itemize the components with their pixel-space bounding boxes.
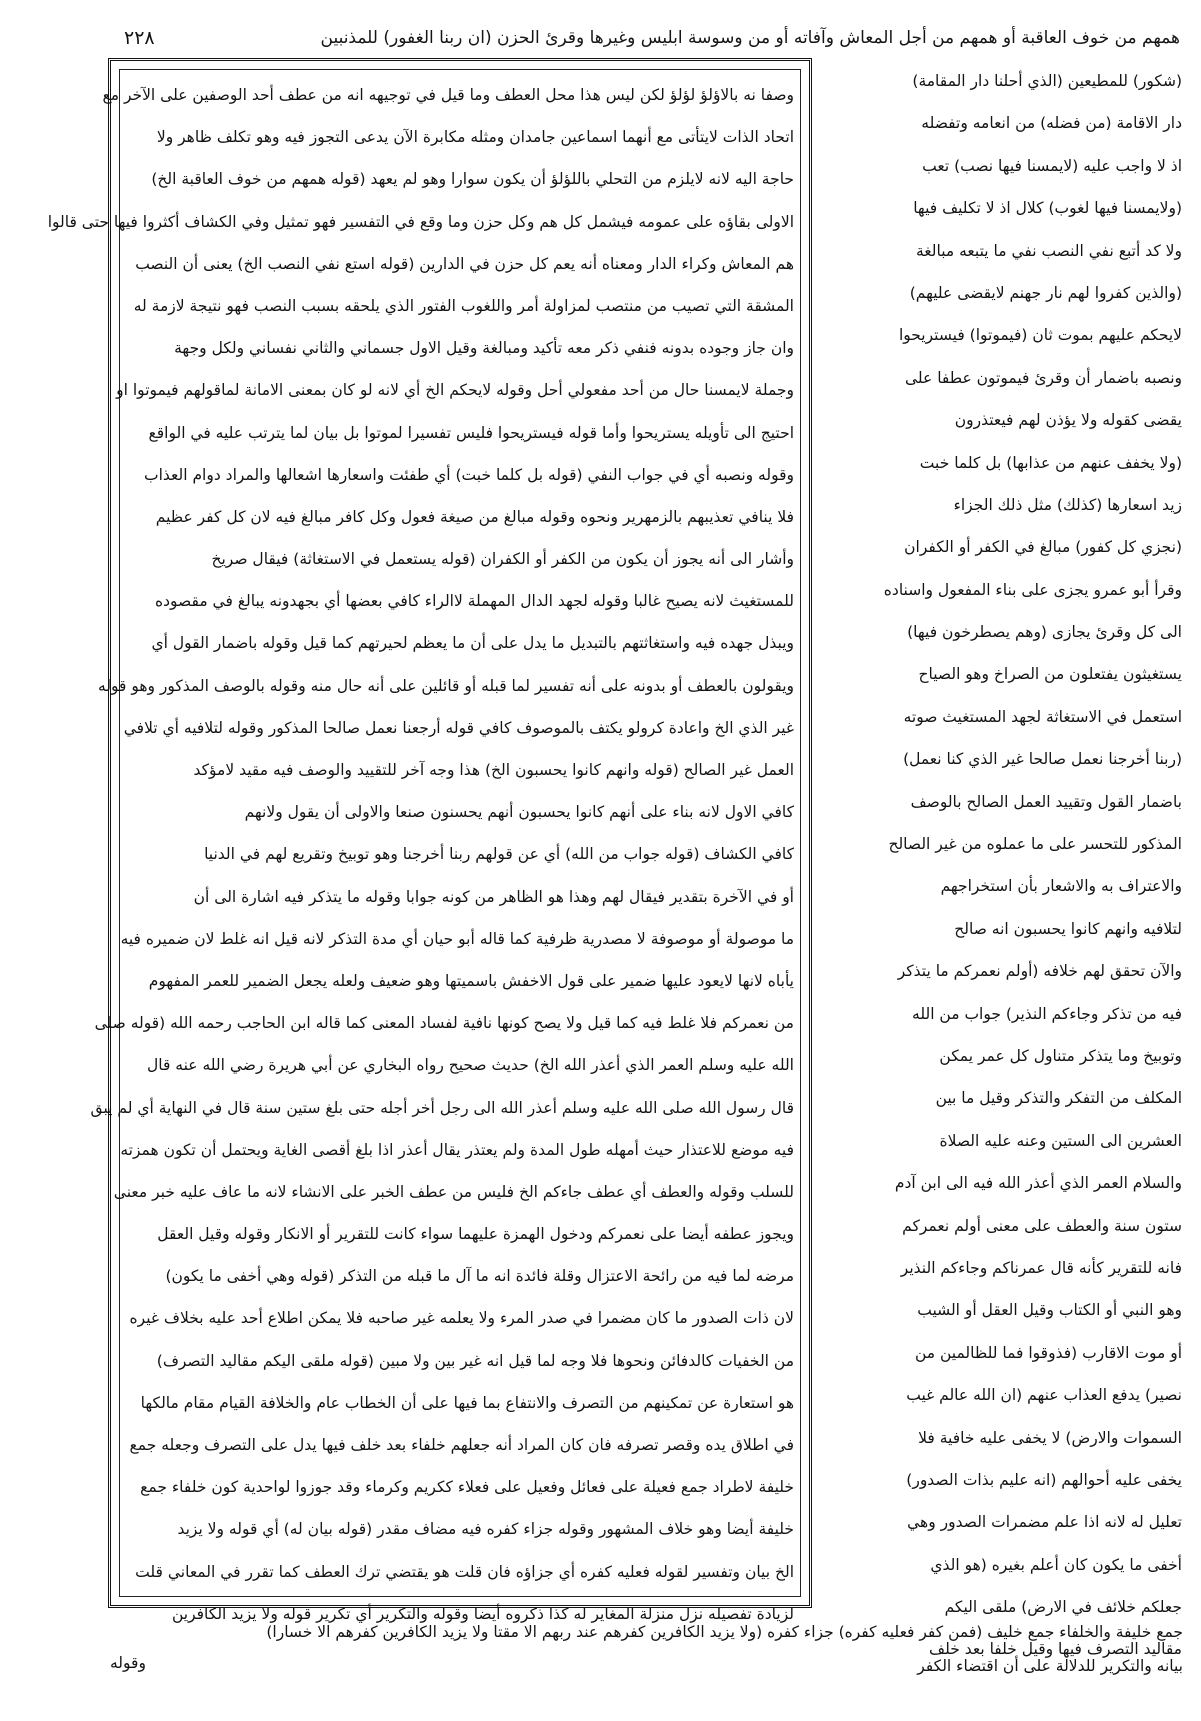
commentary-line: احتيج الى تأويله يستريحوا وأما قوله فيستريحوا فليس تفسيرا لموتوا بل بيان لما يترتب عليه في الواقع (148, 423, 794, 442)
commentary-line: قال رسول الله صلى الله عليه وسلم أعذر الله الى رجل أخر أجله حتى بلغ ستين سنة قال في النهاية أي لم يبق (90, 1098, 794, 1117)
margin-line: الى كل وقرئ يجازى (وهم يصطرخون فيها) (907, 623, 1182, 642)
margin-line: والاعتراف به والاشعار بأن استخراجهم (940, 877, 1182, 896)
margin-line: العشرين الى الستين وعنه عليه الصلاة (939, 1131, 1182, 1150)
margin-line: وتوبيخ وما يتذكر متناول كل عمر يمكن (939, 1046, 1182, 1065)
margin-line: دار الاقامة (من فضله) من انعامه وتفضله (921, 114, 1182, 133)
commentary-line: المشقة التي تصيب من منتصب لمزاولة أمر واللغوب الفتور الذي يلحقه بسبب النصب فهو نتيجة لازمة له (133, 296, 794, 315)
commentary-line: وصفا نه بالاؤلؤ لؤلؤ لكن ليس هذا محل العطف وما قيل في توجيهه انه من عطف أحد الوصفين على الآخر مع (102, 86, 794, 104)
margin-line: لايحكم عليهم بموت ثان (فيموتوا) فيستريحوا (898, 326, 1182, 345)
commentary-line: الاولى بقاؤه على عمومه فيشمل كل هم وكل حزن وما وقع في التفسير فهو تمثيل وفي الكشاف أكثروا فيها حتى قالوا (47, 212, 794, 231)
commentary-line: من الخفيات كالدفائن ونحوها فلا وجه لما قيل انه غير بين ولا مبين (قوله ملقى اليكم مقاليد التصرف) (156, 1351, 794, 1370)
margin-line: فيه من تذكر وجاءكم النذير) جواب من الله (912, 1004, 1182, 1023)
margin-line: وهو النبي أو الكتاب وقيل العقل أو الشيب (917, 1301, 1182, 1320)
margin-line: (والذين كفروا لهم نار جهنم لايقضى عليهم) (909, 283, 1182, 302)
main-commentary-inner-border (47, 69, 801, 1623)
main-commentary-frame (47, 58, 812, 1623)
commentary-line: للسلب وقوله والعطف أي عطف جاءكم الخ فليس من عطف الخبر على الانشاء لانه ما عاف عليه خبر معنى (113, 1182, 794, 1201)
commentary-line: ويقولون بالعطف أو بدونه على أنه تفسير لما قبله أو قائلين على أنه حال منه وقوله بالوصف المذكور وهو قوله (97, 676, 794, 695)
margin-line: استعمل في الاستغاثة لجهد المستغيث صوته (903, 707, 1182, 726)
margin-line: أخفى ما يكون كان أعلم بغيره (هو الذي (930, 1555, 1182, 1574)
margin-line: مقاليد التصرف فيها وقيل خلفا بعد خلف (929, 1640, 1182, 1659)
margin-line: فانه للتقرير كأنه قال عمرناكم وجاءكم النذير (900, 1258, 1182, 1277)
margin-line: تعليل له لانه اذا علم مضمرات الصدور وهي (907, 1513, 1182, 1532)
margin-line: زيد اسعارها (كذلك) مثل ذلك الجزاء (953, 495, 1182, 514)
commentary-line: اتحاد الذات لايتأتى مع أنهما اسماعين جامدان ومثله مكابرة الآن يدعى التجوز فيه وهو تكلف ظاهر ولا (156, 128, 794, 147)
commentary-line: وجملة لايمسنا حال من أحد مفعولي أحل وقوله لايحكم الخ أي لانه لو كان بمعنى الامانة لماقولهم فيموتوا او (116, 381, 794, 400)
commentary-line: أو في الآخرة بتقدير فيقال لهم وهذا هو الظاهر من كونه جوابا وقوله ما يتذكر فيه اشارة الى أن (193, 887, 794, 906)
commentary-line: ما موصولة أو موصوفة لا مصدرية ظرفية كما قاله أبو حيان أي مدة التذكر لانه قيل انه غلط لان ضميره فيه (120, 929, 794, 948)
commentary-line: فيه موضع للاعتذار حيث أمهله طول المدة ولم يعتذر يقال أعذر اذا بلغ أقصى الغاية ويحتمل أن تكون همزته (120, 1140, 794, 1159)
commentary-line: خليفة لاطراد جمع فعيلة على فعائل وفعيل على فعلاء ككريم وكرماء وقد جوزوا لواحدية كون خلفاء جمع (140, 1478, 794, 1497)
commentary-line: مرضه لما فيه من رائحة الاعتزال وقلة فائدة انه ما آل ما قبله من التذكر (قوله وهي أخفى ما يكون) (165, 1267, 794, 1286)
margin-line: لتلافيه وانهم كانوا يحسبون انه صالح (954, 919, 1182, 938)
commentary-line: يأباه لانها لايعود عليها ضمير على قول الاخفش باسميتها وهو ضعيف ولعله يجعل الضمير للعمر المفهوم (148, 971, 794, 990)
margin-line: أو موت الاقارب (فذوقوا فما للظالمين من (914, 1343, 1182, 1362)
catchword: وقوله (110, 1654, 146, 1672)
commentary-line: من نعمركم فلا غلط فيه كما قيل ولا يصح كونها نافية لفساد المعنى كما قاله ابن الحاجب رحمه الله (قوله صلى (94, 1014, 794, 1033)
margin-line: ستون سنة والعطف على معنى أولم نعمركم (902, 1216, 1182, 1235)
commentary-line: وقوله ونصبه أي في جواب النفي (قوله بل كلما خبت) أي طفئت واسعارها اشعالها والمراد دوام العذاب (143, 465, 794, 484)
footer-line-2: بيانه والتكرير للدلالة على أن اقتضاء الكفر (917, 1657, 1183, 1675)
footer-line-1: جمع خليفة والخلفاء جمع خليف (فمن كفر فعليه كفره) جزاء كفره (ولا يزيد الكافرين كفرهم عند ربهم الا مقتا ولا يزيد الكافرين كفرهم الا خسارا) (266, 1623, 1183, 1641)
margin-line: والآن تحقق لهم خلافه (أولم نعمركم ما يتذكر (897, 962, 1182, 981)
commentary-line: هو استعارة عن تمكينهم من التصرف والانتفاع بما فيها على أن الخطاب عام والخلافة القيام مقام مالكها (140, 1393, 794, 1412)
commentary-line: كافي الكشاف (قوله جواب من الله) أي عن قولهم ربنا أخرجنا وهو توبيخ وتقريع لهم في الدنيا (204, 845, 794, 864)
margin-line: وقرأ أبو عمرو يجزى على بناء المفعول واسناده (883, 580, 1182, 599)
margin-line: (شكور) للمطيعين (الذي أحلنا دار المقامة) (912, 72, 1182, 90)
commentary-line: غير الذي الخ واعادة كرولو يكتف بالموصوف كافي قوله أرجعنا نعمل صالحا المذكور وقوله لتلافيه أي تلافي (123, 718, 794, 737)
margin-line: ولا كد أتبع نفي النصب نفي ما يتبعه مبالغة (915, 241, 1182, 260)
margin-line: جعلكم خلائف في الارض) ملقى اليكم (944, 1598, 1182, 1617)
margin-line: (ولا يخفف عنهم من عذابها) بل كلما خبت (919, 453, 1182, 472)
margin-line: باضمار القول وتقييد العمل الصالح بالوصف (910, 792, 1182, 811)
commentary-line: فلا ينافي تعذيبهم بالزمهرير ونحوه وقوله مبالغ من صيغة فعول وكل كافر مبالغ فيه لان كل كفر عظيم (155, 507, 794, 526)
margin-line: (ولايمسنا فيها لغوب) كلال اذ لا تكليف فيها (913, 199, 1182, 218)
commentary-line: ويبذل جهده فيه واستغاثتهم بالتبديل ما يدل على أن ما يعظم لحيرتهم كما قيل وقوله باضمار القول أي (151, 634, 794, 653)
commentary-line: لزيادة تفصيله نزل منزلة المغاير له كذا ذكروه أيضا وقوله والتكرير أي تكرير قوله ولا يزيد الكافرين (171, 1604, 794, 1623)
commentary-line: للمستغيث لانه يصيح غالبا وقوله لجهد الدال المهملة لاالراء كافي بعضها أي بجهدونه يبالغ في مقصوده (155, 592, 794, 611)
header-running-text: همهم من خوف العاقبة أو همهم من أجل المعاش وآفاته أو من وسوسة ابليس وغيرها وقرئ الحزن (ان ربنا الغفور) للمذنبين (320, 28, 1180, 48)
page-number: ٢٢٨ (124, 27, 155, 49)
page-footer (108, 1615, 1183, 1683)
commentary-line: حاجة اليه لانه لايلزم من التحلي باللؤلؤ أن يكون سوارا وهو لم يعهد (قوله همهم من خوف العاقبة الخ) (151, 170, 794, 189)
margin-line: السموات والارض) لا يخفى عليه خافية فلا (918, 1428, 1182, 1447)
margin-line: المذكور للتحسر على ما عملوه من غير الصالح (888, 835, 1182, 854)
page-header (110, 18, 1180, 58)
commentary-line: في اطلاق يده وقصر تصرفه فان كان المراد أنه جعلهم خلفاء بعد خلف فيها يدل على التصرف وجعله جمع (129, 1436, 794, 1454)
margin-line: ونصبه باضمار أن وقرئ فيموتون عطفا على (904, 368, 1182, 387)
margin-line: يقضى كقوله ولا يؤذن لهم فيعتذرون (954, 411, 1182, 430)
main-commentary-text (47, 74, 794, 1635)
margin-line: اذ لا واجب عليه (لايمسنا فيها نصب) تعب (922, 156, 1182, 175)
commentary-line: الخ بيان وتفسير لقوله فعليه كفره أي جزاؤه فان قلت هو يقتضي ترك العطف كما تقرر في المعاني قلت (135, 1562, 794, 1581)
commentary-line: ويجوز عطفه أيضا على نعمركم ودخول الهمزة عليهما سواء كانت للتقرير أو الانكار وقوله وقيل العقل (157, 1225, 794, 1244)
commentary-line: كافي الاول لانه بناء على أنهم كانوا يحسبون أنهم يحسنون صنعا والاولى أن يقول ولانهم (244, 803, 794, 822)
commentary-line: العمل غير الصالح (قوله وانهم كانوا يحسبون الخ) هذا وجه آخر للتقييد والوصف فيه مقيد لامؤكد (193, 761, 794, 779)
margin-line: يستغيثون يفتعلون من الصراخ وهو الصياح (918, 665, 1182, 684)
margin-line: (نجزي كل كفور) مبالغ في الكفر أو الكفران (904, 538, 1182, 557)
margin-line: (ربنا أخرجنا نعمل صالحا غير الذي كنا نعمل) (903, 750, 1182, 769)
commentary-line: هم المعاش وكراء الدار ومعناه أنه يعم كل حزن في الدارين (قوله استع نفي النصب الخ) يعنى أن النصب (135, 254, 794, 273)
commentary-line: خليفة أيضا وهو خلاف المشهور وقوله جزاء كفره فيه مضاف مقدر (قوله بيان له) أي قوله ولا يزيد (177, 1520, 794, 1539)
margin-line: نصير) يدفع العذاب عنهم (ان الله عالم غيب (906, 1386, 1182, 1405)
commentary-line: الله عليه وسلم العمر الذي أعذر الله الخ) حديث صحيح رواه البخاري عن أبي هريرة رضي الله عنه قال (146, 1056, 794, 1075)
margin-line: والسلام العمر الذي أعذر الله فيه الى ابن آدم (894, 1174, 1182, 1193)
margin-tafsir-text (820, 60, 1182, 1671)
commentary-line: وان جاز وجوده بدونه فنفي ذكر معه تأكيد ومبالغة وقيل الاول جسماني والثاني نفساني ولكل وجهة (174, 339, 794, 358)
margin-line: يخفى عليه أحوالهم (انه عليم بذات الصدور) (906, 1470, 1182, 1489)
commentary-line: وأشار الى أنه يجوز أن يكون من الكفر أو الكفران (قوله يستعمل في الاستغاثة) فيقال صريخ (211, 550, 794, 569)
margin-line: المكلف من التفكر والتذكر وقيل ما بين (935, 1089, 1182, 1108)
commentary-line: لان ذات الصدور ما كان مضمرا في صدر المرء ولا يعلمه غير صاحبه فلا يمكن اطلاع أحد عليه بخلاف غيره (129, 1309, 794, 1328)
